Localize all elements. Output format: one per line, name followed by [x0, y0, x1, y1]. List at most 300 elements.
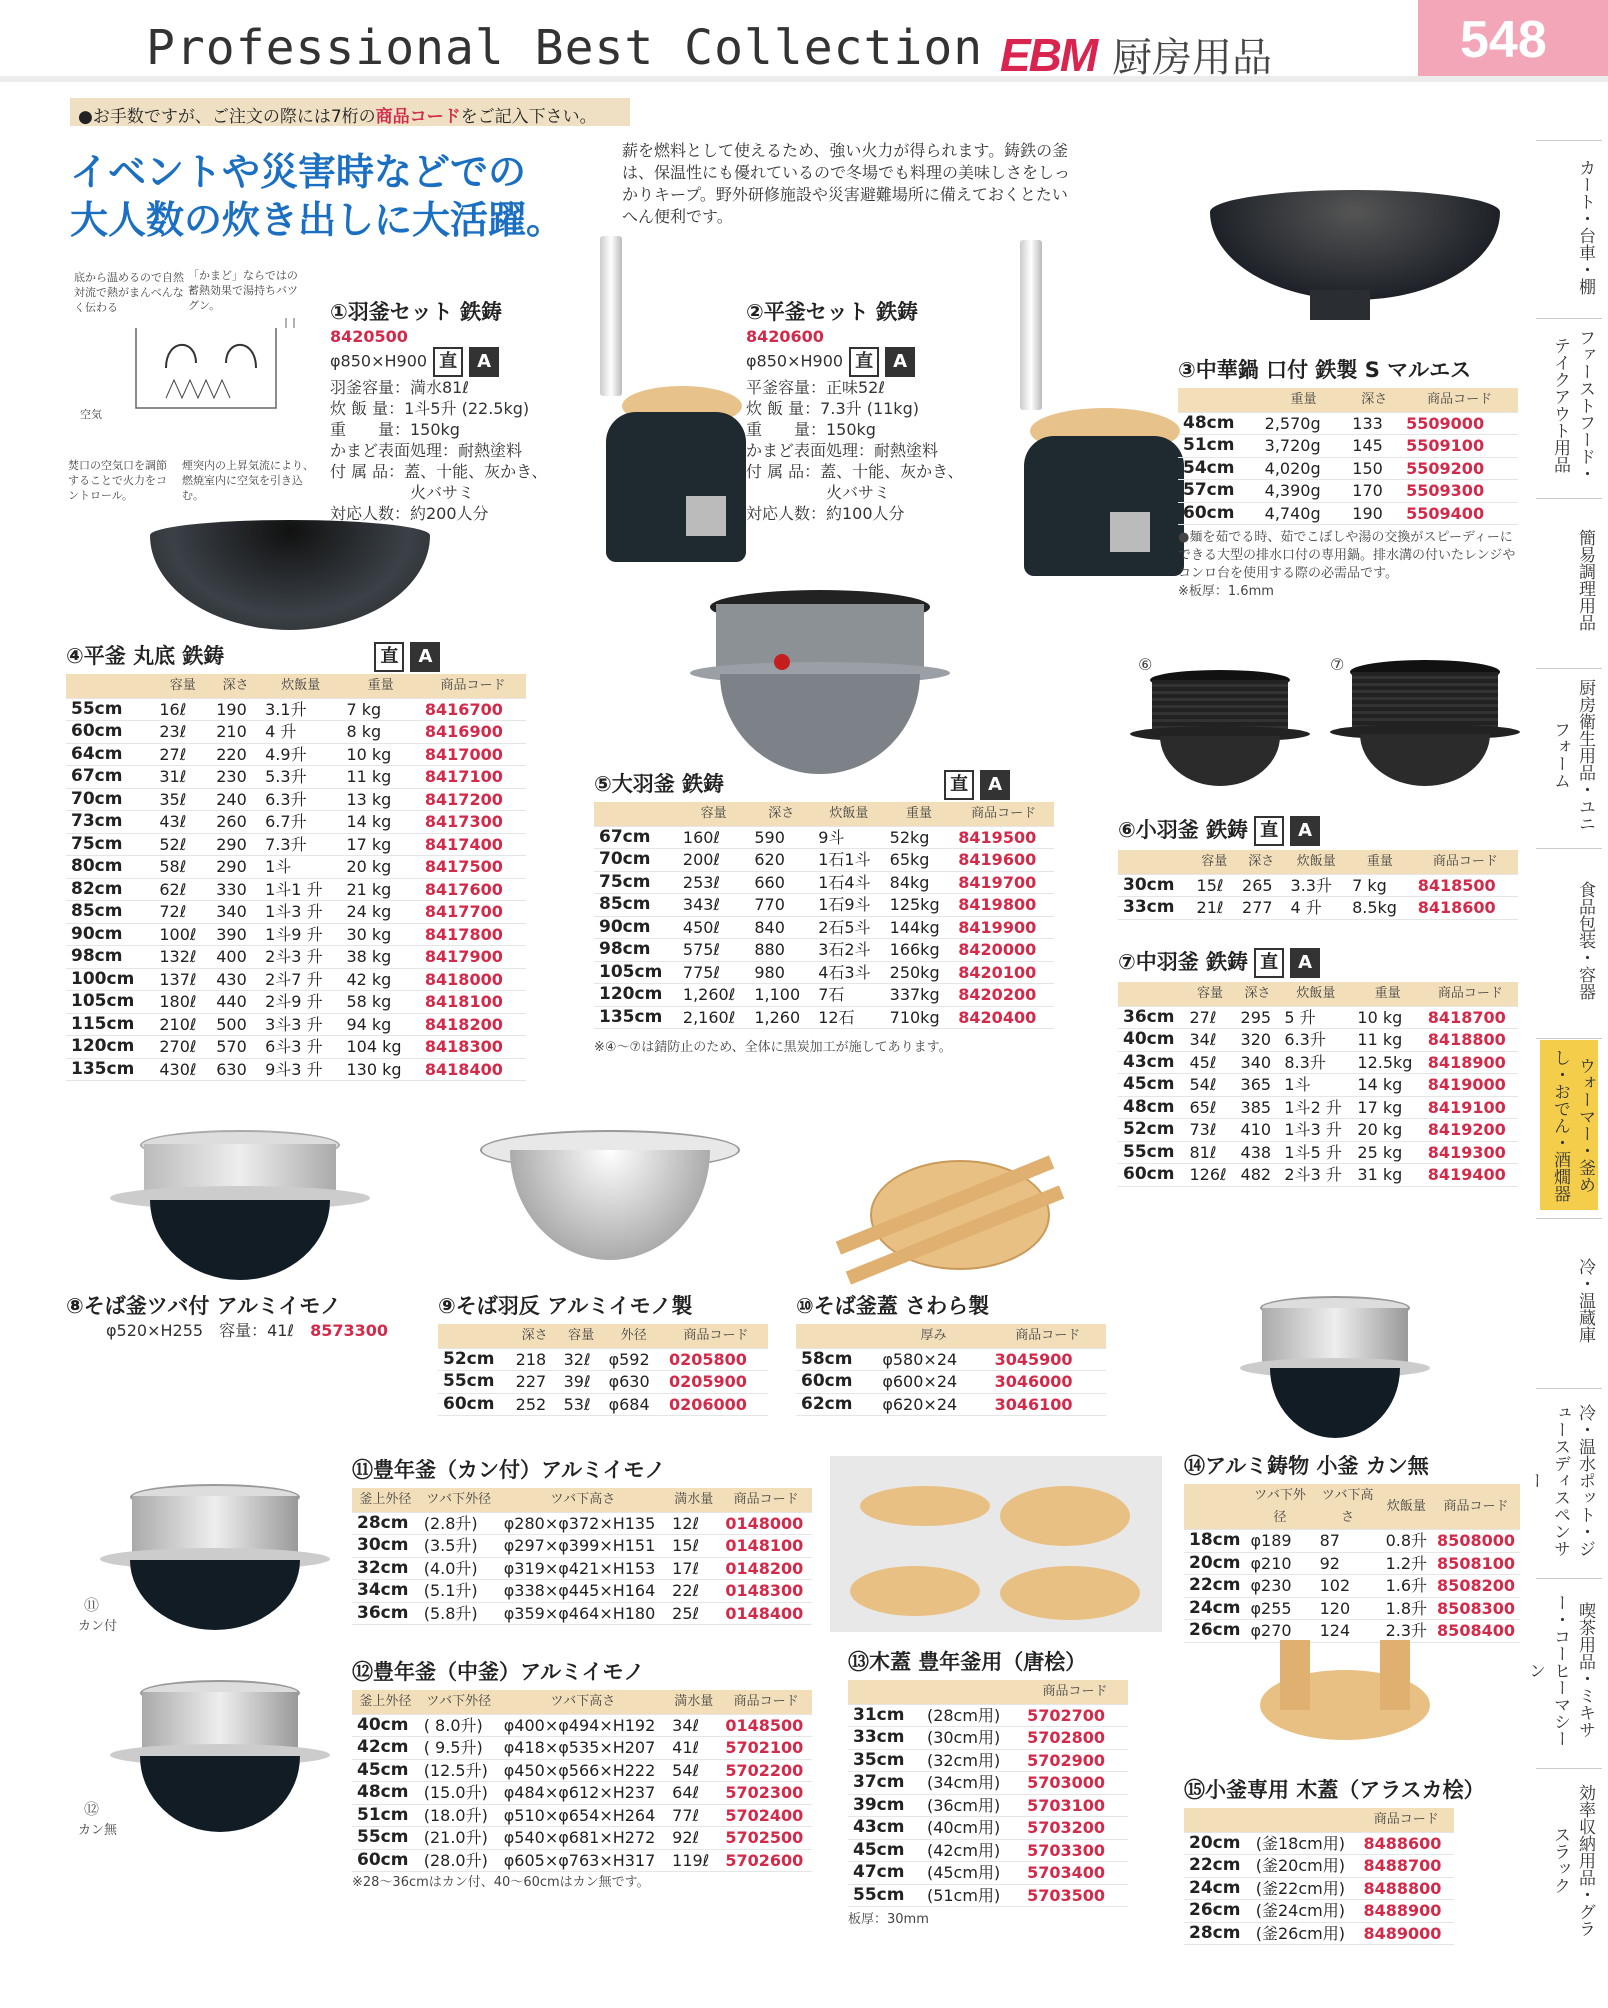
- product-code-cell[interactable]: 8418300: [424, 1037, 503, 1056]
- product-8-code[interactable]: 8573300: [310, 1321, 388, 1340]
- product-7-image: [1330, 660, 1520, 790]
- table-cell: 2斗3 升: [265, 947, 323, 966]
- product-12-image: [110, 1680, 330, 1840]
- product-code-cell[interactable]: 8418200: [424, 1014, 503, 1034]
- table-header: 重量: [885, 802, 954, 826]
- table-row: [1118, 897, 1518, 920]
- table-header-row: [1184, 1484, 1520, 1530]
- category-tab[interactable]: カート・台車・棚: [1540, 142, 1598, 312]
- table-header: 重量: [1260, 388, 1348, 412]
- table-row: [1184, 1855, 1454, 1878]
- table-cell: φ189: [1250, 1531, 1292, 1550]
- product-code-cell[interactable]: 8508400: [1437, 1621, 1515, 1640]
- product-code-cell[interactable]: 8418500: [1417, 875, 1496, 895]
- intro-text: 薪を燃料として使えるため、強い火力が得られます。鋳鉄の釜は、保温性にも優れているので冬場でも料理の美味しさをしっかりキープ。野外研修施設や災害避難場所に備えておくとたいへん便利です。: [622, 141, 1071, 226]
- product-11-table: [352, 1488, 812, 1625]
- table-row: [66, 743, 526, 766]
- product-code-cell[interactable]: 5702900: [1027, 1750, 1106, 1770]
- table-header: ツバ下高さ: [1315, 1484, 1381, 1530]
- table-cell: 58ℓ: [159, 857, 187, 876]
- table-row: [66, 878, 526, 901]
- product-code-cell[interactable]: 8418900: [1427, 1052, 1506, 1072]
- table-header: ツバ下外径: [419, 1488, 499, 1512]
- table-cell: 385: [1240, 1097, 1272, 1117]
- product-code-cell[interactable]: 8416700: [424, 699, 503, 719]
- size-cell: 28cm: [357, 1512, 409, 1533]
- size-cell: 115cm: [71, 1013, 135, 1034]
- size-cell: 33cm: [853, 1727, 905, 1747]
- table-row: [1118, 1164, 1518, 1187]
- category-tab[interactable]: 効率収納用品・グラスラック: [1540, 1770, 1598, 1950]
- product-12-title: ⑫豊年釜（中釜）アルミイモノ: [352, 1660, 645, 1684]
- category-tab[interactable]: 厨房衛生用品・ユニフォーム: [1540, 670, 1598, 840]
- table-cell: 2.3升: [1385, 1621, 1428, 1640]
- table-cell: 1.2升: [1385, 1553, 1428, 1573]
- table-cell: 1斗5 升: [1284, 1142, 1342, 1162]
- product-code-cell[interactable]: 8419500: [958, 827, 1037, 847]
- category-tab[interactable]: ウォーマー・釜めし・おでん・酒燗器: [1540, 1040, 1598, 1210]
- product-code-cell[interactable]: 8419700: [958, 872, 1037, 892]
- table-cell: 4石3斗: [818, 962, 871, 982]
- table-cell: 3石2斗: [818, 940, 871, 959]
- table-cell: 16ℓ: [159, 699, 187, 719]
- table-row: [1184, 1832, 1454, 1855]
- table-header: 満水量: [667, 1690, 720, 1714]
- table-cell: (5.1升): [423, 1581, 478, 1600]
- product-code-cell[interactable]: 8417900: [424, 947, 503, 966]
- table-cell: φ684: [608, 1394, 650, 1414]
- product-code-cell[interactable]: 3046100: [994, 1394, 1073, 1414]
- table-cell: 132ℓ: [159, 947, 197, 966]
- table-cell: (40cm用): [926, 1818, 1001, 1837]
- table-row: [438, 1393, 768, 1416]
- table-header-blank: [1118, 982, 1185, 1006]
- table-cell: (15.0升): [423, 1783, 488, 1802]
- size-cell: 45cm: [357, 1759, 409, 1780]
- table-cell: 14 kg: [346, 812, 392, 831]
- product-code-cell[interactable]: 5702700: [1027, 1705, 1106, 1725]
- product-code-cell[interactable]: 5702400: [725, 1805, 804, 1825]
- product-code-cell[interactable]: 5703300: [1027, 1840, 1106, 1860]
- product-code-cell[interactable]: 8417600: [424, 879, 503, 899]
- product-code-cell[interactable]: 8420000: [958, 940, 1037, 959]
- table-cell: 4 升: [1290, 898, 1322, 917]
- table-cell: 119ℓ: [672, 1850, 710, 1870]
- table-cell: 980: [754, 962, 785, 982]
- size-cell: 105cm: [599, 961, 663, 982]
- table-cell: 81ℓ: [1189, 1142, 1217, 1162]
- table-header: 容量: [1192, 850, 1237, 874]
- product-code-cell[interactable]: 8417800: [424, 924, 503, 944]
- product-code-cell[interactable]: 8418600: [1417, 898, 1496, 917]
- product-code-cell[interactable]: 8419900: [958, 917, 1037, 937]
- table-row: [352, 1804, 812, 1827]
- table-cell: φ630: [608, 1372, 650, 1391]
- size-cell: 60cm: [1123, 1164, 1175, 1184]
- product-code-cell[interactable]: 5702300: [725, 1783, 804, 1802]
- product-code-cell[interactable]: 8419200: [1427, 1120, 1506, 1139]
- table-cell: 3.1升: [265, 699, 307, 719]
- product-code-cell[interactable]: 8417000: [424, 744, 503, 764]
- table-row: [352, 1714, 812, 1737]
- table-cell: 9斗: [818, 827, 845, 847]
- table-cell: 104 kg: [346, 1037, 402, 1056]
- product-code-cell[interactable]: 8417700: [424, 902, 503, 921]
- product-code-cell[interactable]: 0148000: [725, 1513, 804, 1533]
- table-cell: φ400×φ494×H192: [503, 1715, 656, 1735]
- table-row: [66, 721, 526, 744]
- product-code-cell[interactable]: 8420400: [958, 1007, 1037, 1027]
- table-row: [1184, 1900, 1454, 1923]
- product-code-cell[interactable]: 8418100: [424, 992, 503, 1011]
- table-cell: 52ℓ: [159, 834, 187, 854]
- table-cell: (45cm用): [926, 1863, 1001, 1882]
- table-cell: 32ℓ: [563, 1349, 591, 1369]
- table-cell: 72ℓ: [159, 902, 187, 921]
- size-cell: 31cm: [853, 1704, 905, 1725]
- size-cell: 22cm: [1189, 1575, 1241, 1595]
- product-code-cell[interactable]: 0148200: [725, 1558, 804, 1578]
- product-11-image-sub: カン付: [78, 1619, 118, 1634]
- table-cell: 277: [1242, 898, 1273, 917]
- product-code-cell[interactable]: 8418800: [1427, 1030, 1506, 1049]
- table-row: [1178, 435, 1518, 458]
- table-cell: 52kg: [889, 827, 930, 847]
- table-row: [848, 1772, 1128, 1795]
- table-cell: 2斗9 升: [265, 992, 323, 1011]
- table-row: [848, 1704, 1128, 1727]
- size-cell: 45cm: [853, 1839, 905, 1860]
- table-cell: 34ℓ: [672, 1715, 700, 1735]
- product-code-cell[interactable]: 8419100: [1427, 1097, 1506, 1117]
- table-header-row: [1184, 1808, 1454, 1832]
- product-8-spec: φ520×H255 容量：41ℓ 8573300: [106, 1321, 388, 1340]
- tab-divider: [1536, 668, 1602, 669]
- product-code-cell[interactable]: 8419800: [958, 895, 1037, 914]
- product-code-cell[interactable]: 8508100: [1437, 1553, 1515, 1573]
- table-cell: 27ℓ: [159, 744, 187, 764]
- table-cell: 230: [216, 767, 247, 786]
- category-tab[interactable]: ファーストフード・テイクアウト用品: [1540, 320, 1598, 490]
- table-row: [594, 1006, 1054, 1029]
- table-header: 深さ: [749, 802, 813, 826]
- table-cell: 12.5kg: [1357, 1052, 1413, 1072]
- table-header: 商品コード: [664, 1324, 768, 1348]
- product-code-cell[interactable]: 8508200: [1437, 1576, 1515, 1595]
- size-cell: 22cm: [1189, 1855, 1241, 1875]
- table-cell: (42cm用): [926, 1840, 1001, 1860]
- product-code-cell[interactable]: 8416900: [424, 722, 503, 741]
- table-cell: φ255: [1250, 1598, 1292, 1618]
- table-cell: 200ℓ: [682, 850, 721, 869]
- product-code-cell[interactable]: 8417400: [424, 834, 503, 854]
- product-code-cell[interactable]: 5702100: [725, 1738, 804, 1757]
- table-cell: 170: [1352, 481, 1383, 500]
- table-header: 深さ: [1237, 850, 1286, 874]
- table-cell: (28.0升): [423, 1850, 488, 1870]
- product-code-cell[interactable]: 8508300: [1437, 1598, 1515, 1618]
- product-12-note: ※28〜36cmはカン付、40〜60cmはカン無です。: [352, 1875, 650, 1890]
- product-9-image: [480, 1130, 740, 1280]
- table-row: [66, 1013, 526, 1036]
- table-cell: φ210: [1250, 1553, 1292, 1573]
- table-cell: 390: [216, 924, 247, 944]
- table-cell: (2.8升): [423, 1513, 478, 1533]
- product-code-cell[interactable]: 8417300: [424, 812, 503, 831]
- table-cell: φ540×φ681×H272: [503, 1828, 656, 1847]
- product-code-cell[interactable]: 8508000: [1437, 1531, 1515, 1550]
- table-cell: (4.0升): [423, 1558, 478, 1578]
- product-code-cell[interactable]: 5702600: [725, 1850, 804, 1870]
- table-cell: 65ℓ: [1189, 1097, 1217, 1117]
- product-5-image: [690, 590, 950, 780]
- table-cell: 73ℓ: [1189, 1120, 1217, 1139]
- size-cell: 48cm: [357, 1782, 409, 1802]
- table-row: [1184, 1877, 1454, 1900]
- product-code-cell[interactable]: 8419400: [1427, 1165, 1506, 1184]
- product-code-cell[interactable]: 8417500: [424, 857, 503, 876]
- product-code-cell[interactable]: 8418400: [424, 1059, 503, 1079]
- product-code-cell[interactable]: 0205900: [668, 1372, 747, 1391]
- product-5-title-row: [594, 768, 1054, 800]
- category-tab[interactable]: 食品包装・容器: [1540, 850, 1598, 1030]
- chokusou-icon: 直: [374, 642, 404, 672]
- size-cell: 62cm: [801, 1393, 853, 1414]
- table-header: 釜上外径: [352, 1488, 419, 1512]
- product-14-image: [1240, 1296, 1430, 1446]
- table-row: [66, 833, 526, 856]
- size-cell: 57cm: [1183, 480, 1235, 500]
- product-code-cell[interactable]: 8419300: [1427, 1142, 1506, 1162]
- product-code-cell[interactable]: 8418700: [1427, 1007, 1506, 1027]
- table-cell: φ592: [608, 1349, 650, 1369]
- table-cell: 2,160ℓ: [682, 1007, 736, 1027]
- product-1-spec: 羽釜容量：満水81ℓ: [330, 378, 469, 397]
- product-code-cell[interactable]: 5509200: [1406, 458, 1485, 478]
- table-header-row: [848, 1680, 1128, 1704]
- product-code-cell[interactable]: 5703000: [1027, 1773, 1106, 1792]
- product-15-title: ⑮小釜専用 木蓋（アラスカ桧）: [1184, 1778, 1485, 1802]
- table-header-blank: [1184, 1808, 1251, 1832]
- table-row: [1184, 1922, 1454, 1945]
- table-cell: (釜26cm用): [1255, 1923, 1345, 1943]
- table-cell: 190: [1352, 503, 1383, 523]
- product-3-title: ③中華鍋 口付 鉄製 S マルエス: [1178, 358, 1472, 382]
- product-code-cell[interactable]: 5509300: [1406, 481, 1485, 500]
- product-code-cell[interactable]: 8417200: [424, 789, 503, 809]
- product-code-cell[interactable]: 5509100: [1406, 436, 1485, 455]
- table-header: 炊飯量: [1381, 1484, 1432, 1530]
- table-header-row: [594, 802, 1054, 826]
- table-header-blank: [922, 1680, 1022, 1704]
- size-cell: 85cm: [71, 901, 123, 921]
- table-cell: 220: [216, 744, 247, 764]
- product-7-image-label: ⑦: [1330, 655, 1345, 674]
- table-header: ツバ下外径: [1245, 1484, 1314, 1530]
- table-cell: 1斗3 升: [265, 902, 323, 921]
- product-12-image-label: ⑫: [84, 1800, 100, 1818]
- table-cell: φ359×φ464×H180: [503, 1603, 656, 1623]
- product-code-cell[interactable]: 8419000: [1427, 1075, 1506, 1094]
- product-code-cell[interactable]: 0148100: [725, 1536, 804, 1555]
- product-code-cell[interactable]: 0148500: [725, 1715, 804, 1735]
- size-cell: 35cm: [853, 1749, 905, 1770]
- table-cell: 25 kg: [1357, 1142, 1403, 1162]
- table-cell: 337kg: [889, 985, 940, 1004]
- product-code-cell[interactable]: 5703400: [1027, 1863, 1106, 1882]
- size-cell: 26cm: [1189, 1900, 1241, 1920]
- table-cell: 42 kg: [346, 969, 392, 989]
- product-3-table: [1178, 388, 1518, 525]
- product-code-cell[interactable]: 0148300: [725, 1581, 804, 1600]
- table-header: 炊飯量: [813, 802, 884, 826]
- size-cell: 45cm: [1123, 1074, 1175, 1094]
- table-row: [352, 1849, 812, 1872]
- product-code-cell[interactable]: 5702800: [1027, 1728, 1106, 1747]
- product-code-cell[interactable]: 0205800: [668, 1349, 747, 1369]
- delivery-icon: A: [1290, 816, 1320, 846]
- table-cell: (12.5升): [423, 1760, 488, 1780]
- table-cell: 253ℓ: [682, 872, 721, 892]
- table-cell: 94 kg: [346, 1014, 392, 1034]
- table-row: [1118, 1141, 1518, 1164]
- table-row: [66, 788, 526, 811]
- size-cell: 67cm: [599, 826, 651, 847]
- product-code-cell[interactable]: 8419600: [958, 850, 1037, 869]
- table-cell: 87: [1319, 1531, 1340, 1550]
- product-13-image: [830, 1456, 1162, 1632]
- product-4-title: ④平釜 丸底 鉄鋳: [66, 644, 225, 668]
- product-code-cell[interactable]: 8420100: [958, 962, 1037, 982]
- size-cell: 43cm: [853, 1817, 905, 1837]
- table-cell: 25ℓ: [672, 1603, 700, 1623]
- table-cell: 5.3升: [265, 767, 307, 786]
- table-row: [66, 811, 526, 834]
- product-4-image: [150, 520, 430, 640]
- table-cell: 630: [216, 1059, 247, 1079]
- product-1-spec: かまど表面処理：耐熱塗料: [330, 441, 523, 460]
- product-10-table: [796, 1324, 1106, 1416]
- table-cell: 1石4斗: [818, 872, 871, 892]
- product-code-cell[interactable]: 0148400: [725, 1603, 804, 1623]
- product-code-cell[interactable]: 8420200: [958, 985, 1037, 1004]
- table-row: [848, 1749, 1128, 1772]
- size-cell: 90cm: [71, 923, 123, 944]
- size-cell: 98cm: [71, 946, 123, 966]
- table-cell: φ338×φ445×H164: [503, 1581, 656, 1600]
- table-header: 深さ: [511, 1324, 559, 1348]
- table-cell: 1斗: [265, 857, 292, 876]
- table-cell: (28cm用): [926, 1705, 1001, 1725]
- table-cell: 77ℓ: [672, 1805, 700, 1825]
- product-2-code[interactable]: 8420600: [746, 327, 824, 346]
- product-1-spec: 炊 飯 量：1斗5升 (22.5kg): [330, 399, 530, 418]
- product-code-cell[interactable]: 5703200: [1027, 1818, 1106, 1837]
- product-code-cell[interactable]: 5702200: [725, 1760, 804, 1780]
- product-code-cell[interactable]: 0206000: [668, 1394, 747, 1414]
- table-cell: 290: [216, 834, 247, 854]
- product-1-code[interactable]: 8420500: [330, 327, 408, 346]
- product-4: [66, 640, 526, 1081]
- product-code-cell[interactable]: 8488700: [1363, 1856, 1442, 1875]
- table-header-row: [66, 674, 526, 698]
- product-code-cell[interactable]: 8417100: [424, 767, 503, 786]
- category-tab[interactable]: 簡易調理用品: [1540, 500, 1598, 660]
- table-cell: 35ℓ: [159, 789, 187, 809]
- product-code-cell[interactable]: 3045900: [994, 1349, 1073, 1369]
- size-cell: 24cm: [1189, 1877, 1241, 1898]
- table-cell: 1.8升: [1385, 1598, 1428, 1618]
- table-header-blank: [796, 1324, 877, 1348]
- table-cell: 1.6升: [1385, 1576, 1428, 1595]
- product-code-cell[interactable]: 8418000: [424, 969, 503, 989]
- product-11-image: [100, 1484, 330, 1634]
- table-header-row: [1178, 388, 1518, 412]
- product-code-cell[interactable]: 5509400: [1406, 503, 1485, 523]
- table-cell: 1石1斗: [818, 850, 871, 869]
- category-tab[interactable]: 冷・温水ポット・ジュースディスペンサー: [1540, 1390, 1598, 1570]
- product-code-cell[interactable]: 8488600: [1363, 1833, 1442, 1853]
- product-14-table: [1184, 1484, 1520, 1643]
- brand-logo: EBM: [1000, 29, 1097, 81]
- diagram-text-5: 煙突内の上昇気流により、燃焼室内に空気を引き込む。: [182, 459, 314, 502]
- product-code-cell[interactable]: 5703500: [1027, 1885, 1106, 1905]
- table-cell: φ230: [1250, 1576, 1292, 1595]
- product-code-cell[interactable]: 8488900: [1363, 1901, 1442, 1920]
- category-tab[interactable]: 冷・温蔵庫: [1540, 1220, 1598, 1380]
- product-code-cell[interactable]: 5509000: [1406, 413, 1485, 433]
- table-row: [594, 984, 1054, 1007]
- size-cell: 39cm: [853, 1794, 905, 1815]
- table-header: 深さ: [1347, 388, 1401, 412]
- table-row: [66, 923, 526, 946]
- chokusou-icon: 直: [433, 347, 463, 377]
- table-header: 炊飯量: [260, 674, 341, 698]
- table-cell: (32cm用): [926, 1750, 1001, 1770]
- product-4-title-row: [66, 640, 526, 672]
- product-code-cell[interactable]: 8489000: [1363, 1923, 1442, 1943]
- diagram-text-1: 底から温めるので自然対流で熱がまんべんなく伝わる: [74, 271, 184, 314]
- table-header: 容量: [678, 802, 749, 826]
- product-code-cell[interactable]: 5702500: [725, 1828, 804, 1847]
- table-cell: 10 kg: [346, 744, 392, 764]
- table-cell: 6.3升: [1284, 1030, 1326, 1049]
- table-cell: 5 升: [1284, 1007, 1316, 1027]
- size-cell: 70cm: [71, 788, 123, 809]
- product-code-cell[interactable]: 5703100: [1027, 1795, 1106, 1815]
- product-code-cell[interactable]: 3046000: [994, 1372, 1073, 1391]
- table-cell: 31ℓ: [159, 767, 187, 786]
- table-row: [1184, 1597, 1520, 1620]
- category-tab[interactable]: 喫茶用品・ミキサー・コーヒーマシーン: [1540, 1580, 1598, 1760]
- table-cell: 100ℓ: [159, 924, 197, 944]
- size-cell: 55cm: [853, 1884, 905, 1905]
- table-cell: 8.5kg: [1352, 898, 1397, 917]
- table-cell: 320: [1240, 1030, 1272, 1049]
- table-row: [66, 1058, 526, 1081]
- table-header: 商品コード: [420, 674, 526, 698]
- table-cell: 12ℓ: [672, 1513, 700, 1533]
- table-row: [66, 991, 526, 1014]
- table-cell: (釜20cm用): [1255, 1856, 1345, 1875]
- table-header: 商品コード: [1423, 982, 1518, 1006]
- table-cell: 137ℓ: [159, 969, 197, 989]
- size-cell: 36cm: [1123, 1006, 1175, 1027]
- product-6-table: [1118, 850, 1518, 920]
- table-row: [352, 1782, 812, 1805]
- table-cell: (釜24cm用): [1255, 1901, 1345, 1920]
- product-code-cell[interactable]: 8488800: [1363, 1878, 1442, 1898]
